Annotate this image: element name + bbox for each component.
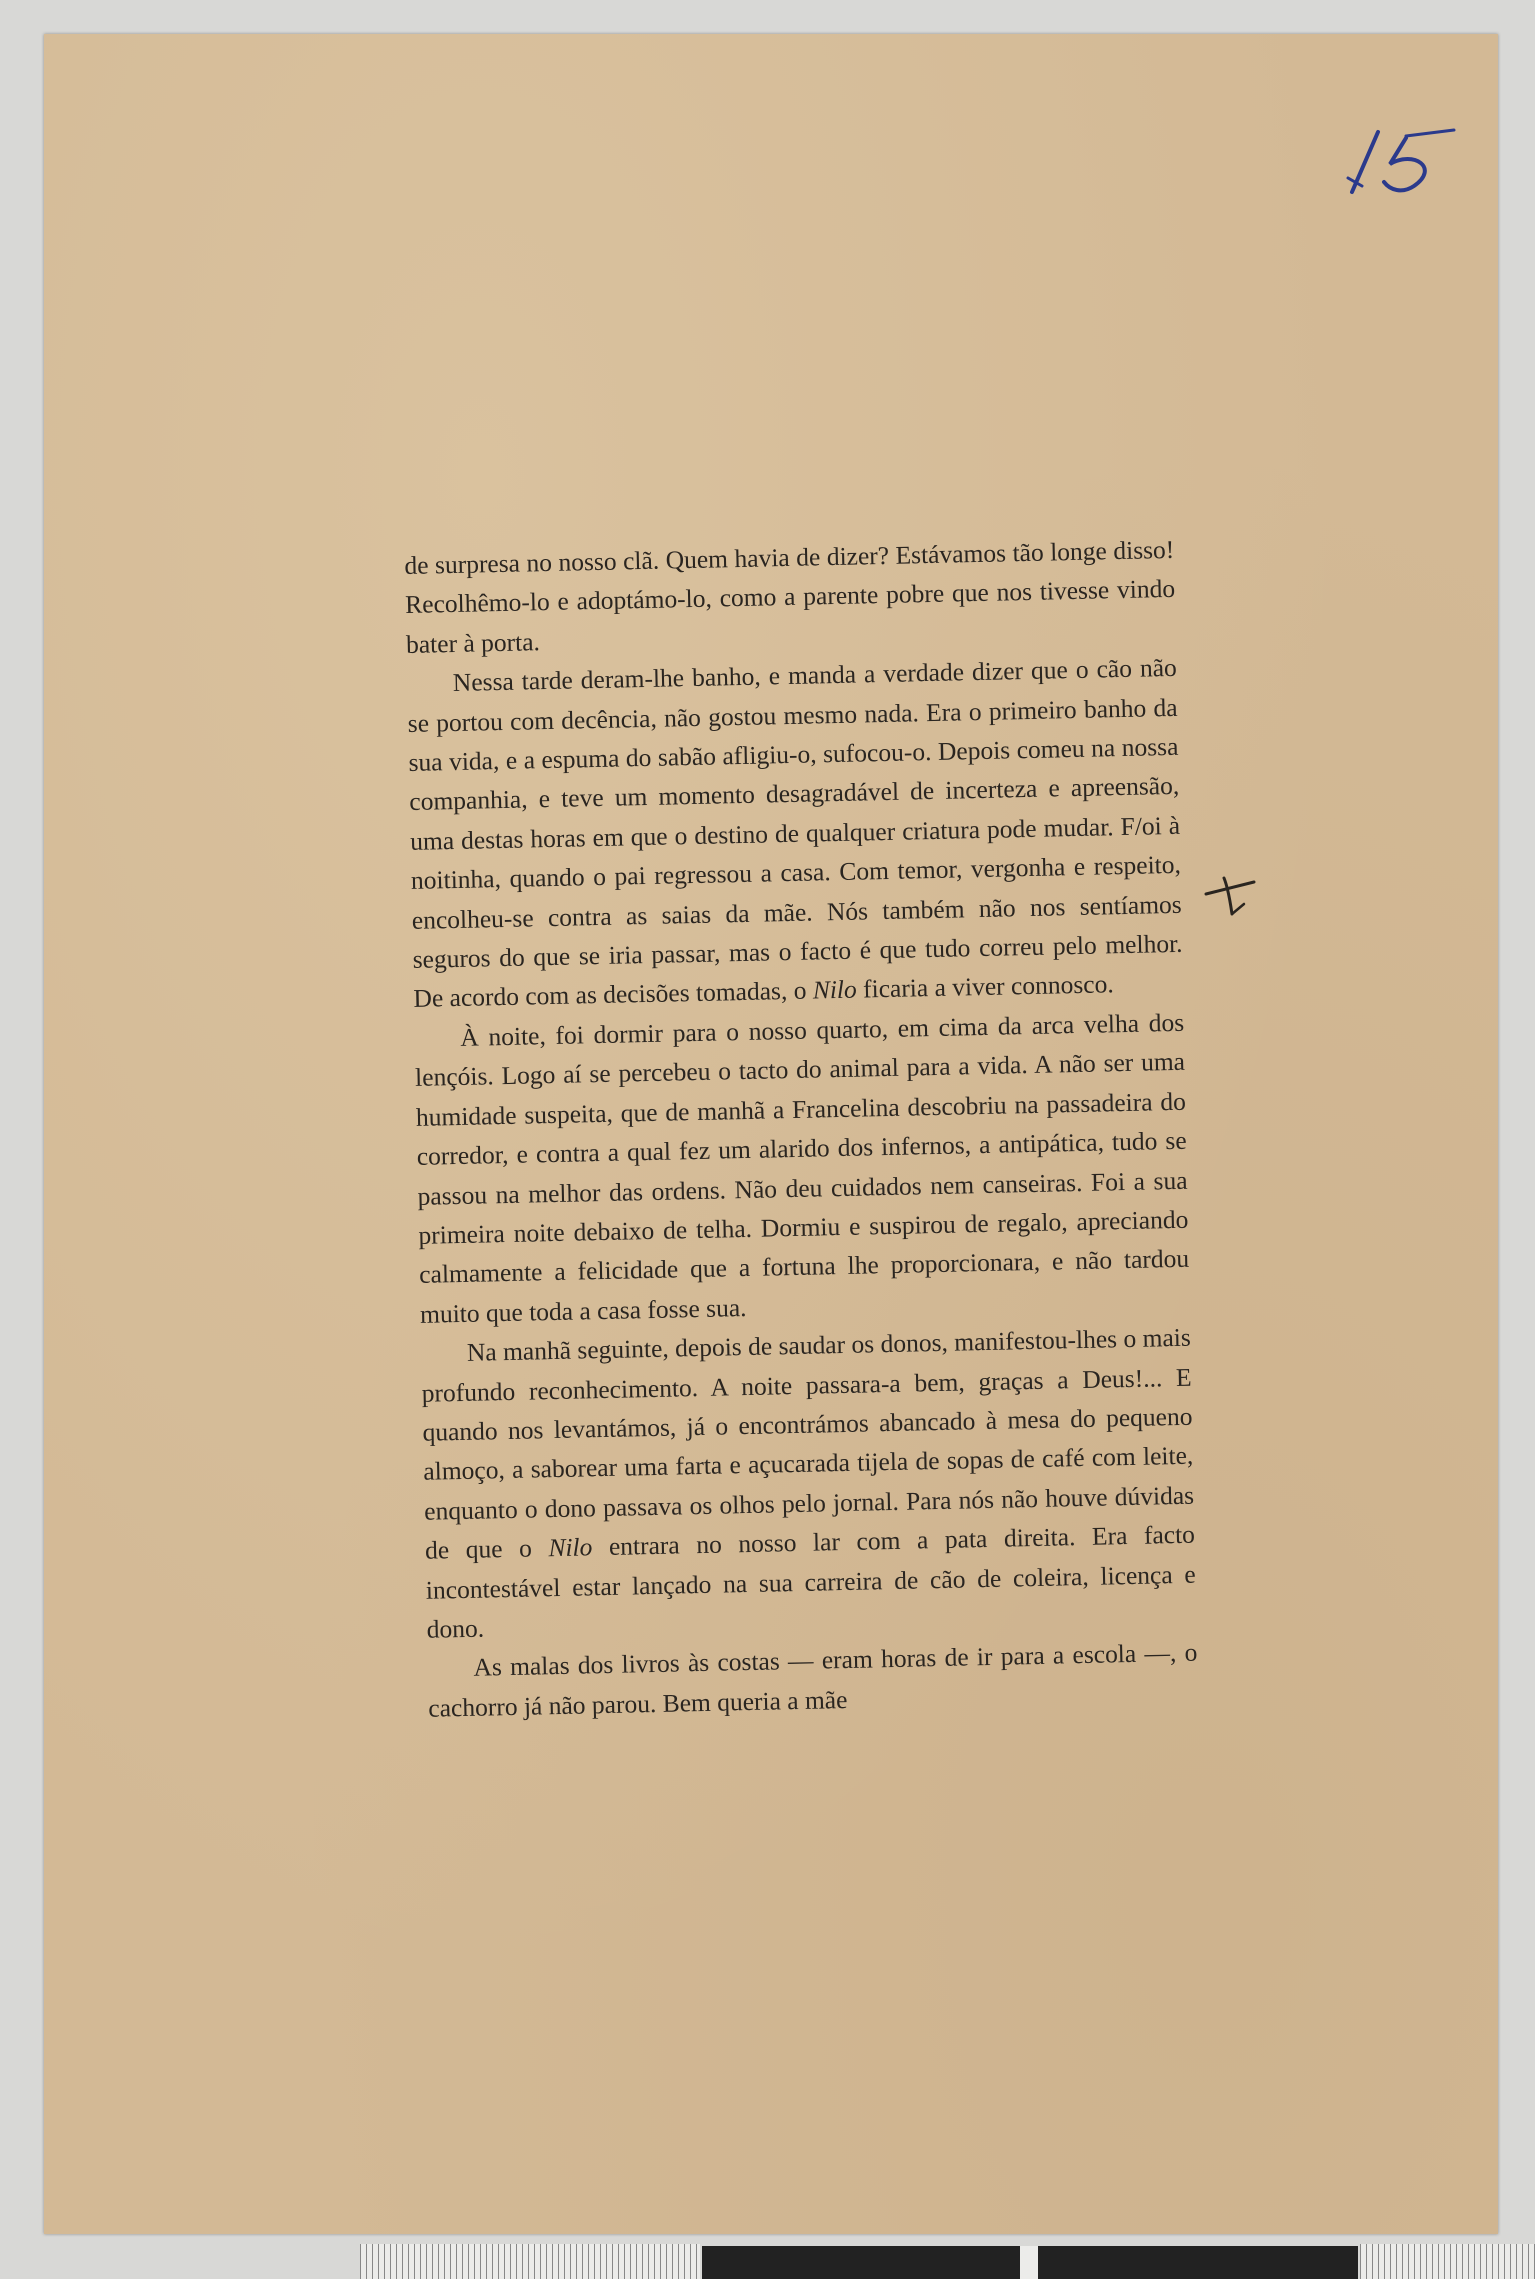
paragraph-2-tail: ficaria a viver connosco. [856, 969, 1114, 1005]
paragraph-4-text: Na manhã seguinte, depois de saudar os donos, manifestou-lhes o mais profundo reconhecimento. A noite passara-a bem, graças a Deus!... E quando nos levantámos, já o encontrámos abancado à mesa do pequeno almoço, a saborear uma farta e açucarada tijela de sopas de café com leite, enquanto o dono passava os olhos pelo jornal. Para nós não houve dúvidas de que o [421, 1322, 1195, 1565]
dog-name: Nilo [548, 1532, 593, 1563]
paragraph-5: As malas dos livros às costas — eram horas de ir para a escola —, o cachorro já não parou. Bem queria a mãe [428, 1638, 1198, 1723]
ruler-ticks [360, 2244, 700, 2279]
paragraph-4 [421, 1318, 1197, 1649]
ruler-ticks [1360, 2244, 1535, 2279]
paragraph-2 [406, 648, 1183, 1019]
handwritten-page-number [1344, 120, 1484, 200]
manuscript-page [44, 34, 1498, 2234]
ruler-black-patch [1038, 2246, 1358, 2279]
paragraph-1: de surpresa no nosso clã. Quem havia de dizer? Estávamos tão longe disso! Recolhêmo-lo e adoptámo-lo, como a parente pobre que nos tivesse vindo bater à porta. [404, 534, 1176, 659]
margin-cross-mark [1202, 874, 1258, 918]
ruler-black-patch [702, 2246, 1020, 2279]
paragraph-2-text: Nessa tarde deram-lhe banho, e manda a verdade dizer que o cão não se portou com decência, não gostou mesmo nada. Era o primeiro banho da sua vida, e a espuma do sabão afligiu-o, sufocou-o. Depois comeu na nossa companhia, e teve um momento desagradável de incerteza e apreensão, uma destas horas em que o destino de qualquer criatura pode mudar. F/oi à noitinha, quando o pai regressou a casa. Com temor, vergonha e respeito, encolheu-se contra as saias da mãe. Nós também não nos sentíamos seguros do que se iria passar, mas o facto é que tudo correu pelo melhor. De acordo com as decisões tomadas, o [407, 653, 1183, 1014]
paragraph-4-tail: entrara no nosso lar com a pata direita. Era facto incontestável estar lançado na sua carreira de cão de coleira, licença e dono. [425, 1519, 1196, 1644]
color-calibration-ruler [360, 2244, 1535, 2279]
paragraph-3: À noite, foi dormir para o nosso quarto, em cima da arca velha dos lençóis. Logo aí se percebeu o tacto do animal para a vida. A não ser uma humidade suspeita, que de manhã a Francelina descobriu na passadeira do corredor, e contra a qual fez um alarido dos infernos, a antipática, tudo se passou na melhor das ordens. Não deu cuidados nem canseiras. Foi a sua primeira noite debaixo de telha. Dormiu e suspirou de regalo, apreciando calmamente a felicidade que a fortuna lhe proporcionara, e não tardou muito que toda a casa fosse sua. [414, 1007, 1190, 1329]
body-text [404, 530, 1199, 1728]
ruler-gap [1020, 2246, 1038, 2279]
dog-name: Nilo [812, 975, 858, 1006]
